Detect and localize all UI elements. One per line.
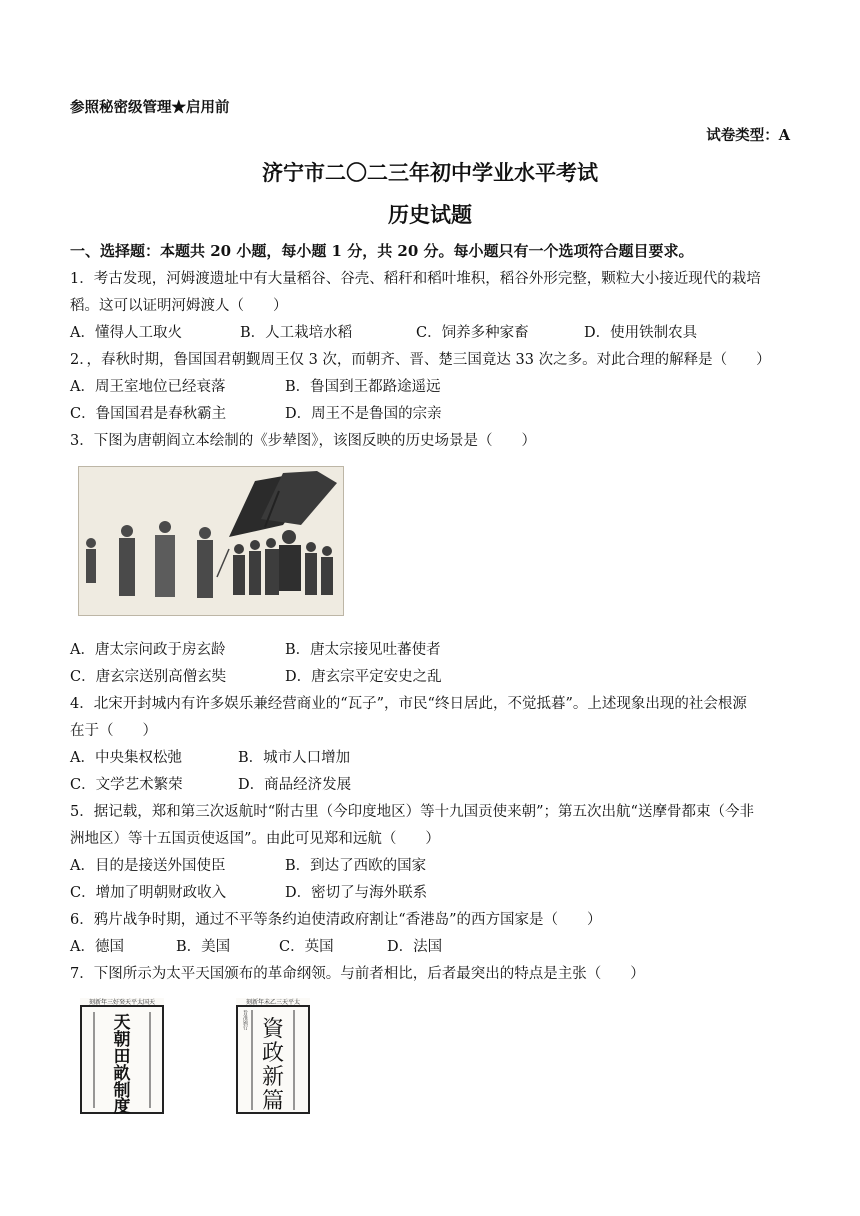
option-b: B．唐太宗接见吐蕃使者 [285, 642, 441, 658]
question-1-line-2: 稻。这可以证明河姆渡人（ ） [70, 298, 288, 314]
question-2-options-row-1 [70, 377, 441, 397]
doc2-top-caption: 刻新年未乙三天平太 [245, 999, 301, 1006]
doc1-char-1: 天 [113, 1013, 131, 1033]
question-6-options [70, 937, 442, 957]
doc1-char-6: 度 [113, 1097, 131, 1114]
doc1-char-3: 田 [113, 1047, 131, 1067]
exam-title: 济宁市二〇二三年初中学业水平考试 [262, 160, 598, 185]
exam-subject-title: 历史试题 [388, 202, 472, 227]
doc2-char-4: 篇 [261, 1089, 285, 1114]
zizheng-xinpian-document-image [236, 998, 310, 1114]
tianchao-tianmu-document-image [80, 998, 164, 1114]
doc2-char-2: 政 [261, 1041, 285, 1066]
option-c: C．饲养多种家畜 [416, 325, 529, 341]
document-cover-1 [80, 998, 164, 1114]
painting-image [78, 466, 344, 616]
paper-type: 试卷类型：A [706, 127, 790, 144]
option-a: A．德国 [70, 939, 124, 955]
option-a: A．唐太宗问政于房玄龄 [70, 642, 226, 658]
question-7-line-1: 7．下图所示为太平天国颁布的革命纲领。与前者相比，后者最突出的特点是主张（ ） [70, 966, 645, 982]
option-c: C．文学艺术繁荣 [70, 777, 183, 793]
question-4-line-2: 在于（ ） [70, 723, 157, 739]
doc2-char-1: 資 [261, 1017, 285, 1042]
section-heading: 一、选择题：本题共 20 小题，每小题 1 分，共 20 分。每小题只有一个选项符合题目要求。 [70, 242, 694, 260]
option-d: D．周王不是鲁国的宗亲 [285, 406, 442, 422]
option-d: D．唐玄宗平定安史之乱 [285, 669, 442, 685]
option-a: A．周王室地位已经衰落 [70, 379, 226, 395]
option-d: D．法国 [387, 939, 443, 955]
question-1-options [70, 323, 697, 343]
option-c: C．鲁国国君是春秋霸主 [70, 406, 227, 422]
question-2-line-1: 2．，春秋时期，鲁国国君朝觐周王仅 3 次，而朝齐、晋、楚三国竟达 33 次之多。对此合理的解释是（ ） [70, 352, 771, 368]
question-5-line-2: 洲地区）等十五国贡使返国”。由此可见郑和远航（ ） [70, 831, 440, 847]
option-d: D．商品经济发展 [238, 777, 352, 793]
doc1-char-5: 制 [113, 1081, 131, 1101]
question-4-line-1: 4．北宋开封城内有许多娱乐兼经营商业的“瓦子”，市民“终日居此，不觉抵暮”。上述现象出现的社会根源 [70, 696, 747, 712]
option-d: D．密切了与海外联系 [285, 885, 428, 901]
option-b: B．城市人口增加 [238, 750, 351, 766]
doc2-char-3: 新 [261, 1065, 285, 1090]
option-c: C．增加了明朝财政收入 [70, 885, 227, 901]
question-5-line-1: 5．据记载，郑和第三次返航时“附古里（今印度地区）等十九国贡使来朝”；第五次出航“送摩骨都束（今非 [70, 804, 754, 820]
secret-label: 参照秘密级管理★启用前 [70, 99, 230, 116]
option-c: C．英国 [279, 939, 334, 955]
option-c: C．唐玄宗送别高僧玄奘 [70, 669, 227, 685]
doc1-char-4: 畝 [113, 1064, 131, 1084]
option-a: A．目的是接送外国使臣 [70, 858, 226, 874]
question-4-options-row-2 [70, 775, 351, 795]
question-6-line-1: 6．鸦片战争时期，通过不平等条约迫使清政府割让“香港岛”的西方国家是（ ） [70, 912, 602, 928]
question-3-options-row-2 [70, 667, 442, 687]
question-4-options-row-1 [70, 748, 350, 768]
option-b: B．鲁国到王都路途遥远 [285, 379, 441, 395]
question-5-options-row-1 [70, 856, 426, 876]
doc2-side-note: 旨准颁行 [242, 1010, 248, 1030]
question-1-line-1: 1．考古发现，河姆渡遗址中有大量稻谷、谷壳、稻秆和稻叶堆积，稻谷外形完整，颗粒大小接近现代的栽培 [70, 271, 761, 287]
bunian-painting-illustration [79, 467, 343, 615]
option-b: B．美国 [176, 939, 231, 955]
option-b: B．人工栽培水稻 [240, 325, 353, 341]
question-5-options-row-2 [70, 883, 427, 903]
document-cover-2 [236, 998, 310, 1114]
question-3-line-1: 3．下图为唐朝阎立本绘制的《步辇图》，该图反映的历史场景是（ ） [70, 433, 536, 449]
option-a: A．懂得人工取火 [70, 325, 182, 341]
option-b: B．到达了西欧的国家 [285, 858, 427, 874]
doc1-char-2: 朝 [113, 1030, 131, 1050]
question-3-options-row-1 [70, 640, 441, 660]
doc1-top-caption: 刻新年三好癸天平太国天 [88, 999, 156, 1006]
option-d: D．使用铁制农具 [584, 325, 698, 341]
question-2-options-row-2 [70, 404, 442, 424]
option-a: A．中央集权松弛 [70, 750, 182, 766]
